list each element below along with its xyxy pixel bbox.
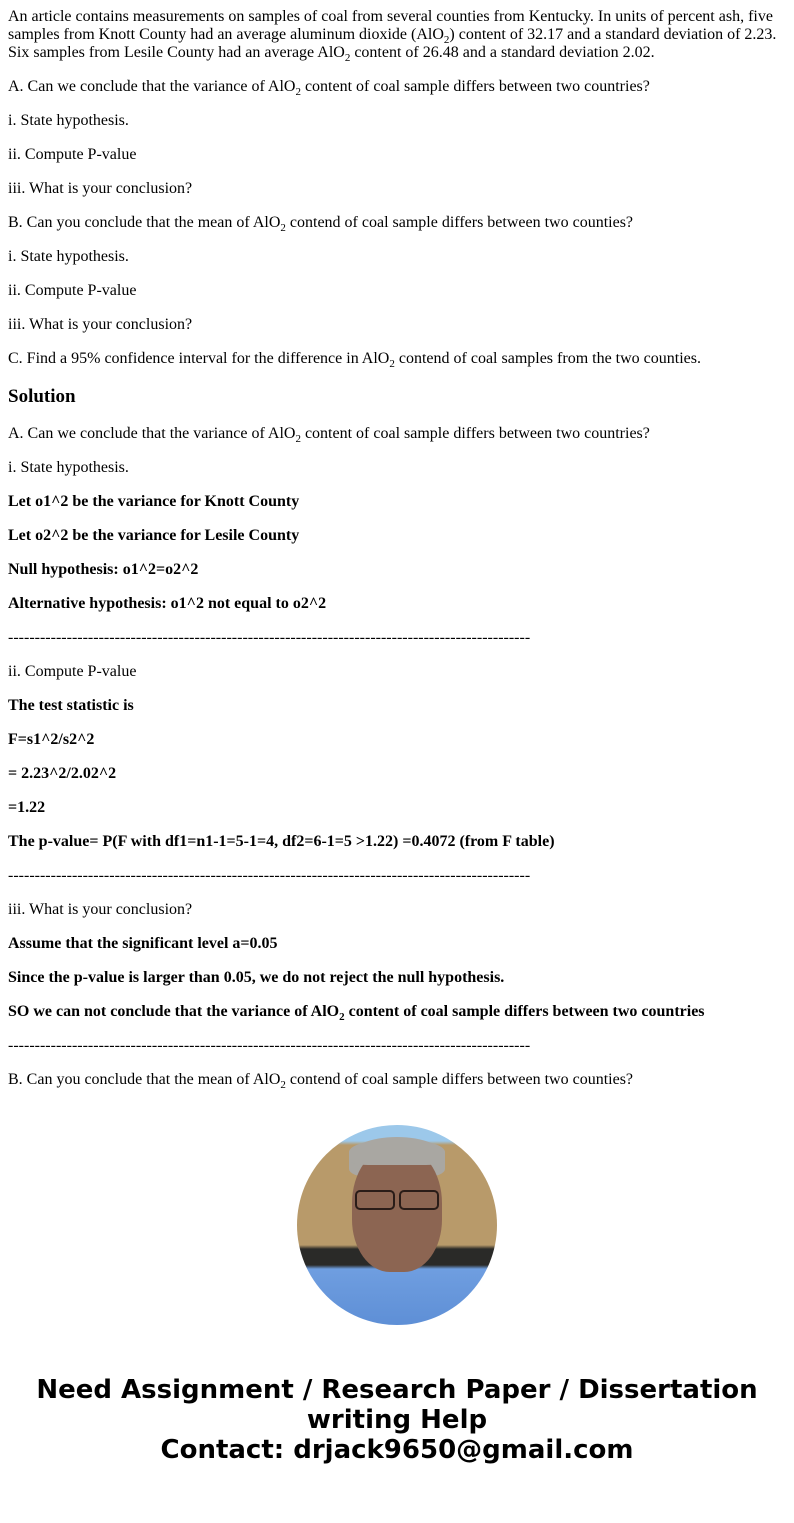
hypothesis-line: Null hypothesis: o1^2=o2^2 [8, 561, 199, 578]
conclusion-line: SO we can not conclude that the variance of AlO$_2$ content of coal sample differs between two countries [8, 1003, 705, 1023]
question-a-iii: iii. What is your conclusion? [8, 180, 193, 197]
divider: -------------------------------------------------------------------------------------------------- [8, 629, 531, 646]
question-b-i: i. State hypothesis. [8, 248, 129, 265]
question-a-ii: ii. Compute P-value [8, 146, 137, 163]
divider: -------------------------------------------------------------------------------------------------- [8, 867, 531, 884]
hypothesis-line: Alternative hypothesis: o1^2 not equal to o2^2 [8, 595, 327, 612]
solution-a-iii: iii. What is your conclusion? [8, 901, 193, 918]
divider: -------------------------------------------------------------------------------------------------- [8, 1037, 531, 1054]
question-a-i: i. State hypothesis. [8, 112, 129, 129]
pvalue-line: The p-value= P(F with df1=n1-1=5-1=4, df2=6-1=5 >1.22) =0.4072 (from F table) [8, 833, 555, 850]
solution-question-a: A. Can we conclude that the variance of AlO$_2$ content of coal sample differs between two countries? [8, 425, 650, 445]
question-a: A. Can we conclude that the variance of AlO$_2$ content of coal sample differs between two countries? [8, 78, 650, 98]
pvalue-line: =1.22 [8, 799, 46, 816]
tutor-avatar [297, 1125, 497, 1325]
question-c: C. Find a 95% confidence interval for the difference in AlO$_2$ contend of coal samples from the two counties. [8, 350, 701, 370]
conclusion-line: Assume that the significant level a=0.05 [8, 935, 278, 952]
solution-heading: Solution [8, 386, 76, 407]
contact-footer [8, 1375, 786, 1465]
pvalue-line: F=s1^2/s2^2 [8, 731, 95, 748]
hypothesis-line: Let o1^2 be the variance for Knott County [8, 493, 300, 510]
glasses [355, 1190, 439, 1208]
footer-contact: Contact: drjack9650@gmail.com [160, 1435, 634, 1465]
conclusion-line: Since the p-value is larger than 0.05, we do not reject the null hypothesis. [8, 969, 505, 986]
pvalue-line: = 2.23^2/2.02^2 [8, 765, 117, 782]
solution-a-ii: ii. Compute P-value [8, 663, 137, 680]
question-b-iii: iii. What is your conclusion? [8, 316, 193, 333]
pvalue-line: The test statistic is [8, 697, 134, 714]
hypothesis-line: Let o2^2 be the variance for Lesile County [8, 527, 300, 544]
footer-headline: Need Assignment / Research Paper / Dissertation writing Help [36, 1375, 758, 1435]
problem-intro: An article contains measurements on samples of coal from several counties from Kentucky. In units of percent ash, five samples from Knott County had an average aluminum dioxide (AlO$_2$) content of 32.17 and a standard deviation of 2.23. Six samples from Lesile County had an average AlO$_2$ content of 26.48 and a standard deviation 2.02. [8, 8, 777, 64]
solution-a-i: i. State hypothesis. [8, 459, 129, 476]
question-b: B. Can you conclude that the mean of AlO$_2$ contend of coal sample differs between two counties? [8, 214, 634, 234]
solution-question-b: B. Can you conclude that the mean of AlO$_2$ contend of coal sample differs between two counties? [8, 1071, 634, 1091]
question-b-ii: ii. Compute P-value [8, 282, 137, 299]
